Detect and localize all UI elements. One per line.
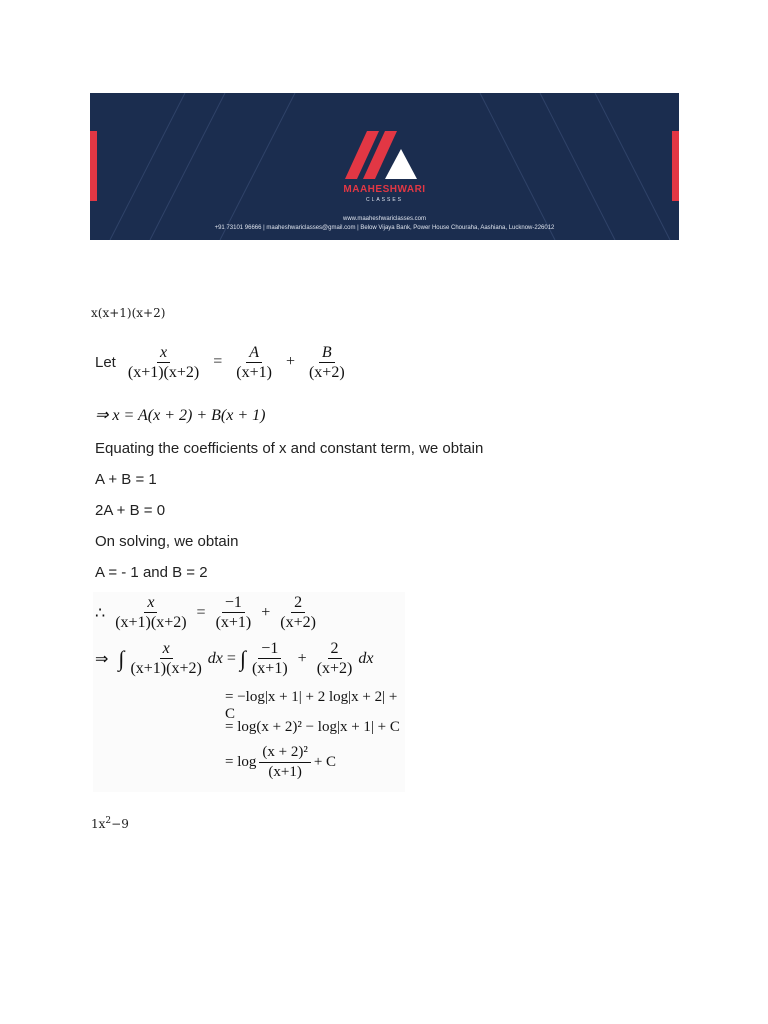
brand-subtitle: CLASSES	[365, 197, 404, 203]
integral-line: ⇒ ∫ $\frac{x}{(x+1)(x+2)}$ dx = ∫ $\frac{-1}{(x+1)}$ + $\frac{2}{(x+2)}$ dx	[95, 640, 374, 677]
fraction-x-over-denominator: $\frac{x}{(x+1)(x+2)}$	[127, 344, 200, 381]
brand-name: MAAHESHWARI	[343, 184, 426, 195]
equating-text: Equating the coefficients of x and constant term, we obtain	[95, 440, 484, 457]
maaheshwari-logo-icon	[345, 129, 425, 181]
equation-identity: ⇒ x = A(x + 2) + B(x + 1)	[95, 407, 266, 424]
website-text: www.maaheshwariclasses.com	[342, 216, 427, 222]
therefore-line: ∴ $\frac{x}{(x+1)(x+2)}$ = $\frac{-1}{(x+1)}$ + $\frac{2}{(x+2)}$	[95, 594, 316, 631]
solving-text: On solving, we obtain	[95, 533, 239, 550]
question-1: x(x+1)(x+2)	[91, 306, 166, 320]
integration-step-2: = log(x + 2)² − log|x + 1| + C	[225, 719, 400, 735]
equation-a-plus-b: A + B = 1	[95, 471, 157, 488]
partial-fraction-setup: Let $\frac{x}{(x+1)(x+2)}$ = $\frac{A}{(x+1)}$ + $\frac{B}{(x+2)}$	[95, 344, 351, 381]
equation-2a-plus-b: 2A + B = 0	[95, 502, 166, 519]
fraction-A: $\frac{A}{(x+1)}$	[236, 344, 272, 381]
contact-text: +91 73101 96666 | maaheshwariclasses@gmail.com | Below Vijaya Bank, Power House Chouraha, Aashiana, Lucknow-226012	[214, 225, 555, 231]
header-banner	[90, 93, 679, 240]
fraction-B: $\frac{B}{(x+2)}$	[308, 344, 345, 381]
result-text: A = - 1 and B = 2	[95, 564, 208, 581]
question-2: $1x^2-9$	[91, 816, 129, 831]
integration-step-3: = log $\frac{\text{(x + 2)²}}{(x+1)}$ + C	[225, 744, 337, 780]
let-word: Let	[95, 354, 116, 371]
integration-step-1: = −log|x + 1| + 2 log|x + 2| + C	[225, 689, 398, 722]
integration-steps	[93, 592, 405, 792]
